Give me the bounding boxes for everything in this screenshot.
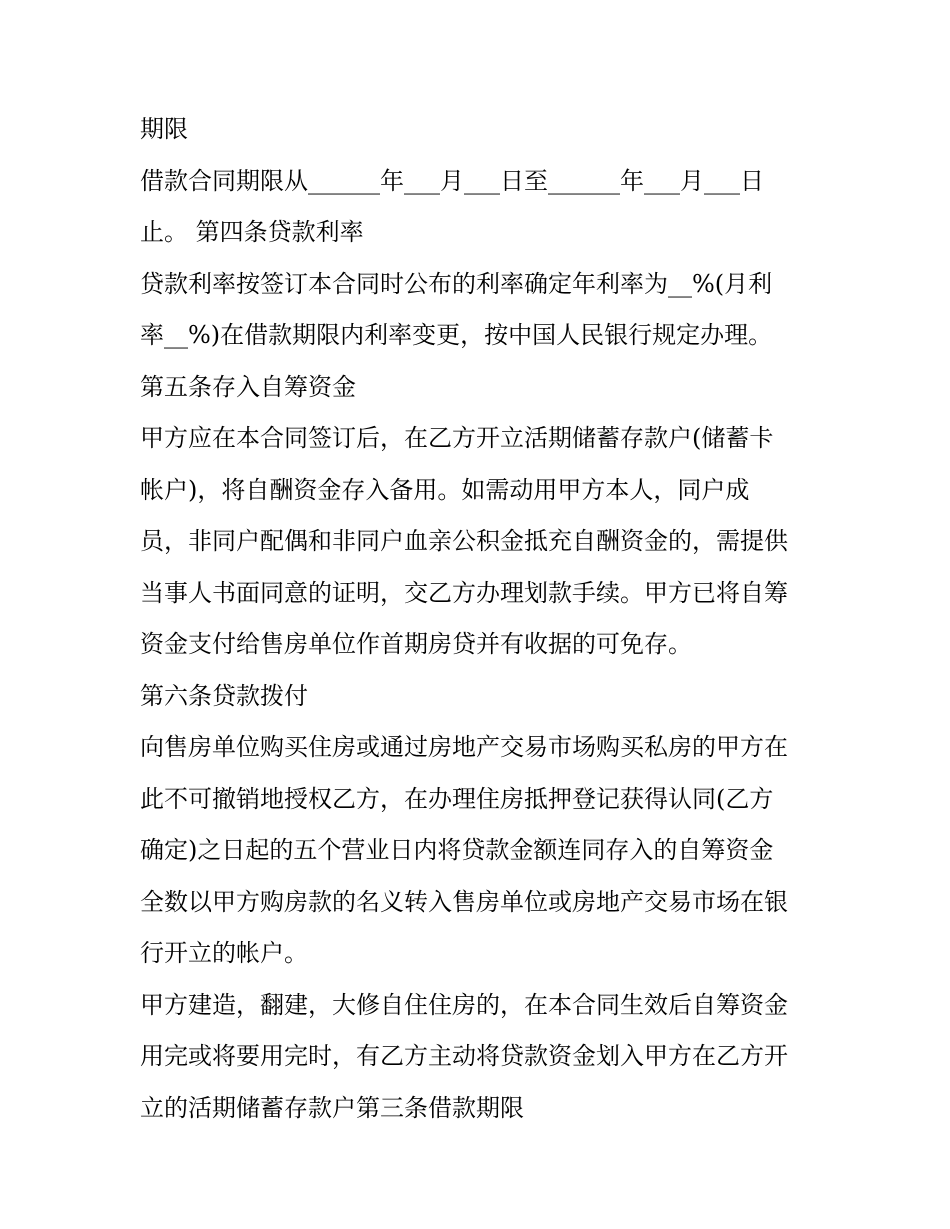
text-line: 借款合同期限从______年___月___日至______年___月___日 <box>140 166 764 195</box>
text-line: 甲方建造，翻建，大修自住住房的，在本合同生效后自筹资金 <box>140 990 788 1019</box>
text-line: 当事人书面同意的证明，交乙方办理划款手续。甲方已将自筹 <box>140 578 788 607</box>
text-line: 立的活期储蓄存款户第三条借款期限 <box>140 1093 524 1122</box>
text-line: 确定)之日起的五个营业日内将贷款金额连同存入的自筹资金 <box>140 836 774 864</box>
document-body <box>140 104 820 1134</box>
text-line: 行开立的帐户。 <box>140 939 308 967</box>
text-line: 帐户)，将自酬资金存入备用。如需动用甲方本人，同户成 <box>140 475 750 504</box>
text-line: 用完或将要用完时，有乙方主动将贷款资金划入甲方在乙方开 <box>140 1042 788 1070</box>
text-line: 止。 第四条贷款利率 <box>140 218 364 246</box>
text-line: 员，非同户配偶和非同户血亲公积金抵充自酬资金的，需提供 <box>140 527 788 555</box>
text-line: 此不可撤销地授权乙方，在办理住房抵押登记获得认同(乙方 <box>140 784 774 813</box>
text-line: 第五条存入自筹资金 <box>140 372 356 401</box>
text-line: 资金支付给售房单位作首期房贷并有收据的可免存。 <box>140 630 692 658</box>
text-line: 甲方应在本合同签订后，在乙方开立活期储蓄存款户(储蓄卡 <box>140 424 774 452</box>
text-line: 率__%)在借款期限内利率变更，按中国人民银行规定办理。 <box>140 321 773 349</box>
text-line: 期限 <box>140 115 188 143</box>
text-line: 贷款利率按签订本合同时公布的利率确定年利率为__%(月利 <box>140 269 773 298</box>
text-line: 全数以甲方购房款的名义转入售房单位或房地产交易市场在银 <box>140 887 788 916</box>
text-line: 第六条贷款拨付 <box>140 681 308 710</box>
text-line: 向售房单位购买住房或通过房地产交易市场购买私房的甲方在 <box>140 733 788 761</box>
